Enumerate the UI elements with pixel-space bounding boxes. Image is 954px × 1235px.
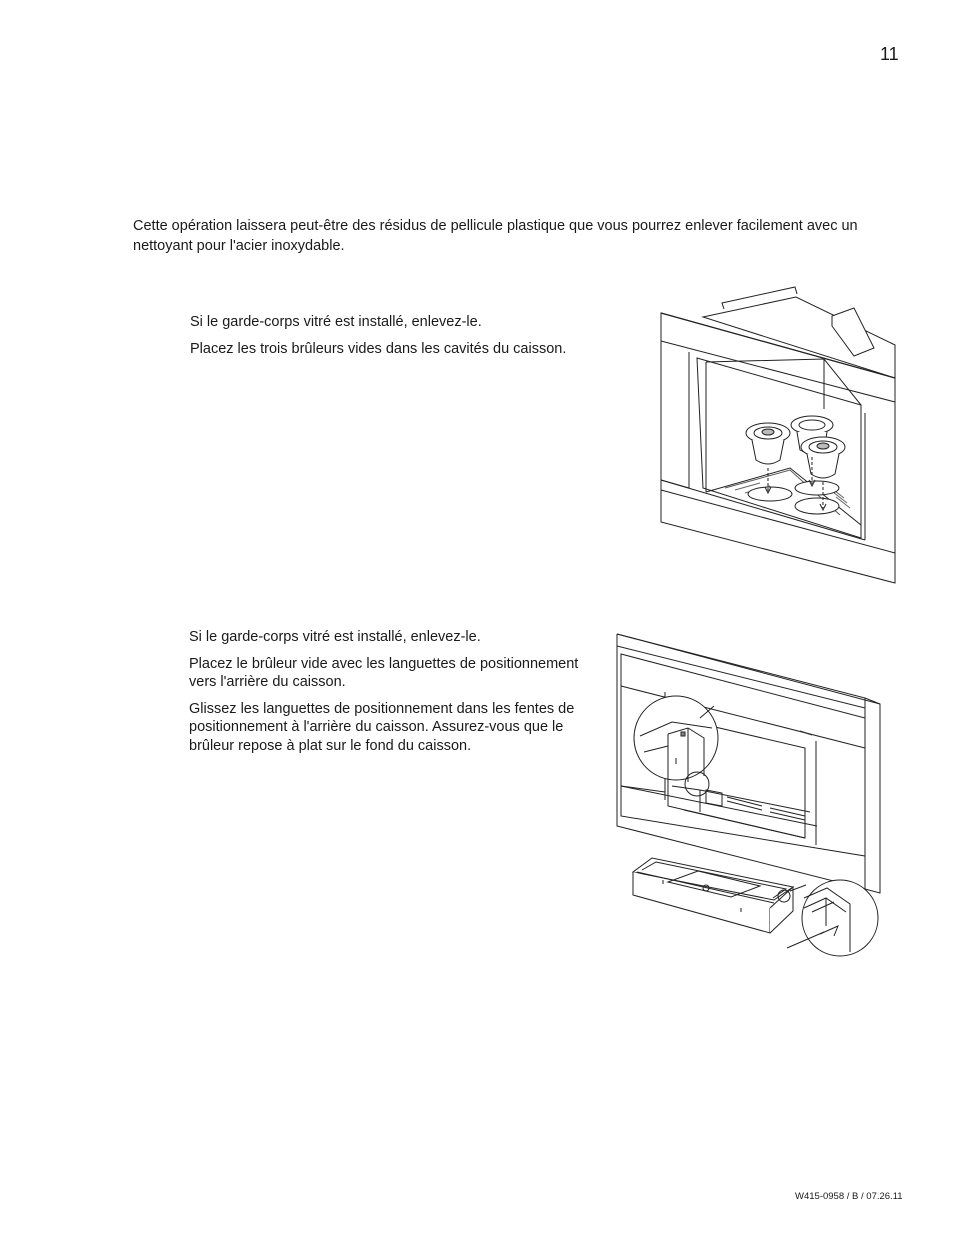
corner-step-2: Placez les trois brûleurs vides dans les cavités du caisson.: [190, 340, 567, 357]
page-number: 11: [880, 44, 899, 64]
corner-step-1: Si le garde-corps vitré est installé, enlevez-le.: [190, 314, 482, 330]
linear-step-3: Glissez les languettes de positionnement dans les fentes de positionnement à l'arrière du caisson. Assurez-vous que le brûleur repose à plat sur le fond du caisson.: [189, 700, 575, 754]
linear-step-1: Si le garde-corps vitré est installé, enlevez-le.: [189, 629, 481, 645]
document-code: W415-0958 / B / 07.26.11: [795, 1191, 903, 1202]
linear-burner-tray: [633, 858, 793, 933]
intro-paragraph: Cette opération laissera peut-être des résidus de pellicule plastique que vous pourrez enlever facilement avec un nettoyant pour l'acier inoxydable.: [133, 218, 858, 254]
linear-step-2: Placez le brûleur vide avec les languettes de positionnement vers l'arrière du caisson.: [189, 655, 579, 690]
